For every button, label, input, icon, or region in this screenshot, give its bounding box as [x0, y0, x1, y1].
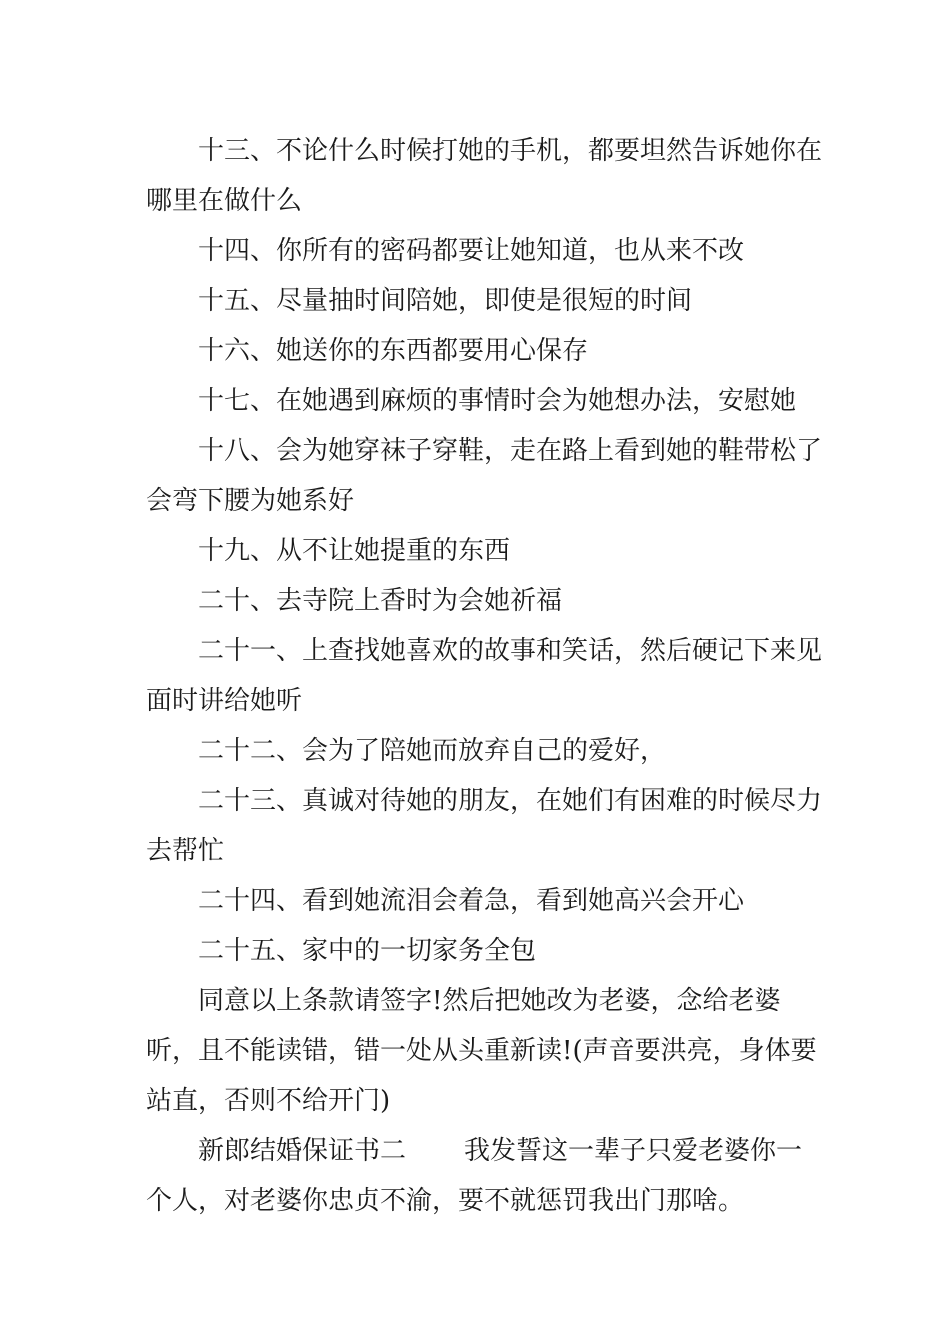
paragraph-19: 十九、从不让她提重的东西 [198, 536, 511, 566]
paragraph-22: 二十二、会为了陪她而放弃自己的爱好， [198, 736, 667, 766]
section-heading: 新郎结婚保证书二 [198, 1136, 407, 1166]
final-paragraph [146, 1126, 826, 1226]
document-body [146, 126, 826, 1226]
paragraph-17: 十七、在她遇到麻烦的事情时会为她想办法，安慰她 [198, 386, 797, 416]
paragraph-14: 十四、你所有的密码都要让她知道，也从来不改 [198, 236, 745, 266]
paragraph-20: 二十、去寺院上香时为会她祈福 [198, 586, 563, 616]
paragraph-23: 二十三、真诚对待她的朋友，在她们有困难的时候尽力去帮忙 [146, 786, 823, 866]
paragraph-25: 二十五、家中的一切家务全包 [198, 936, 537, 966]
vow-text: 我发誓这一辈子只爱老婆你一个人，对老婆你忠贞不渝，要不就惩罚我出门那啥。 [146, 1136, 803, 1216]
paragraph-24: 二十四、看到她流泪会着急，看到她高兴会开心 [198, 886, 745, 916]
consent-paragraph: 同意以上条款请签字!然后把她改为老婆，念给老婆听，且不能读错，错一处从头重新读!(声音要洪亮，身体要站直，否则不给开门) [146, 986, 817, 1116]
paragraph-13: 十三、不论什么时候打她的手机，都要坦然告诉她你在哪里在做什么 [146, 136, 823, 216]
paragraph-21: 二十一、上查找她喜欢的故事和笑话，然后硬记下来见面时讲给她听 [146, 636, 823, 716]
paragraph-15: 十五、尽量抽时间陪她，即使是很短的时间 [198, 286, 693, 316]
paragraph-16: 十六、她送你的东西都要用心保存 [198, 336, 589, 366]
paragraph-18: 十八、会为她穿袜子穿鞋，走在路上看到她的鞋带松了会弯下腰为她系好 [146, 436, 823, 516]
